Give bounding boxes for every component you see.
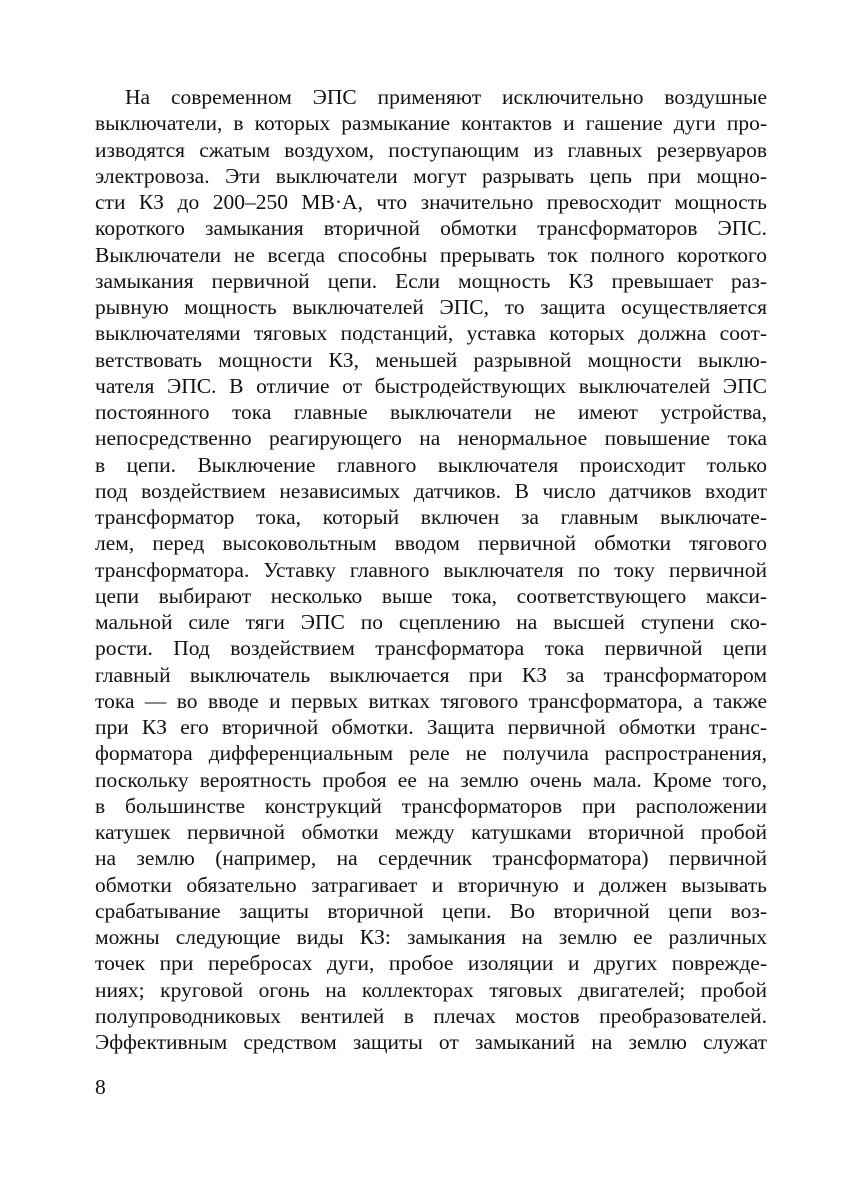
text-line: трансформатора. Уставку главного выключателя по току первичной: [95, 557, 767, 582]
text-line: постоянного тока главные выключатели не имеют устройства,: [95, 400, 767, 424]
text-line: можны следующие виды КЗ: замыкания на землю ее различных: [95, 925, 767, 949]
text-line: ниях; круговой огонь на коллекторах тяговых двигателей; пробой: [95, 977, 767, 1002]
text-line: под воздействием независимых датчиков. В число датчиков входит: [95, 478, 767, 503]
text-line: рости. Под воздействием трансформатора тока первичной цепи: [95, 636, 767, 661]
text-line: поскольку вероятность пробоя ее на землю очень мала. Кроме того,: [95, 767, 767, 792]
text-line: тока — во вводе и первых витках тягового трансформатора, а также: [95, 688, 767, 713]
text-line: при КЗ его вторичной обмотки. Защита первичной обмотки транс-: [95, 715, 767, 739]
text-line: замыкания первичной цепи. Если мощность КЗ превышает раз-: [95, 268, 767, 293]
text-line: выключатели, в которых размыкание контактов и гашение дуги про-: [95, 111, 767, 136]
text-line: на землю (например, на сердечник трансформатора) первичной: [95, 846, 767, 871]
body-text: [95, 84, 767, 1055]
text-line: чателя ЭПС. В отличие от быстродействующих выключателей ЭПС: [95, 373, 767, 398]
text-line: рывную мощность выключателей ЭПС, то защита осуществляется: [95, 295, 767, 319]
text-line: ветствовать мощности КЗ, меньшей разрывной мощности выклю-: [95, 347, 767, 372]
text-line: короткого замыкания вторичной обмотки трансформаторов ЭПС.: [95, 216, 767, 241]
page-number: 8: [95, 1075, 106, 1099]
text-line: лем, перед высоковольтным вводом первичной обмотки тягового: [95, 531, 767, 556]
text-line: сти КЗ до 200–250 МВ·А, что значительно превосходит мощность: [95, 190, 767, 214]
text-line: выключателями тяговых подстанций, уставка которых должна соот-: [95, 321, 767, 346]
text-line: изводятся сжатым воздухом, поступающим из главных резервуаров: [95, 137, 767, 162]
text-line: цепи выбирают несколько выше тока, соответствующего макси-: [95, 583, 767, 608]
text-line: трансформатор тока, который включен за главным выключате-: [95, 505, 767, 529]
text-line: срабатывание защиты вторичной цепи. Во вторичной цепи воз-: [95, 898, 767, 923]
text-line: Эффективным средством защиты от замыканий на землю служат: [95, 1030, 767, 1054]
text-line: полупроводниковых вентилей в плечах мостов преобразователей.: [95, 1003, 767, 1028]
text-line: мальной силе тяги ЭПС по сцеплению на высшей ступени ско-: [95, 610, 767, 634]
text-line: в цепи. Выключение главного выключателя происходит только: [95, 452, 767, 477]
text-line: На современном ЭПС применяют исключительно воздушные: [125, 85, 767, 109]
text-line: в большинстве конструкций трансформаторов при расположении: [95, 793, 767, 818]
text-line: обмотки обязательно затрагивает и вторичную и должен вызывать: [95, 872, 767, 897]
text-line: Выключатели не всегда способны прерывать ток полного короткого: [95, 242, 767, 267]
text-line: электровоза. Эти выключатели могут разрывать цепь при мощно-: [95, 163, 767, 188]
text-line: форматора дифференциальным реле не получила распространения,: [95, 741, 767, 766]
text-line: главный выключатель выключается при КЗ за трансформатором: [95, 662, 767, 687]
text-line: непосредственно реагирующего на ненормальное повышение тока: [95, 426, 767, 451]
text-line: точек при перебросах дуги, пробое изоляции и других поврежде-: [95, 951, 767, 976]
text-line: катушек первичной обмотки между катушками вторичной пробой: [95, 820, 767, 844]
